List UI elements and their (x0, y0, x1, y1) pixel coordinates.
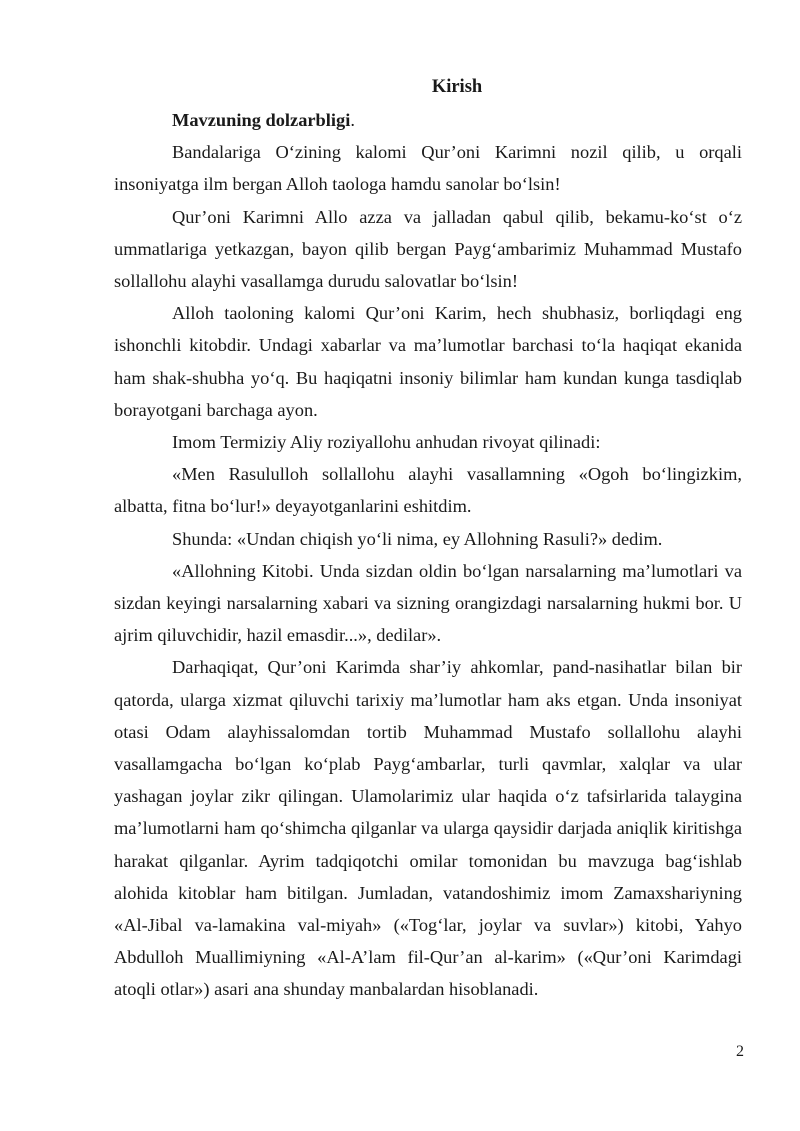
body-paragraph-8: Darhaqiqat, Qur’oni Karimda shar’iy ahkomlar, pand-nasihatlar bilan bir qatorda, ularga xizmat qiluvchi tarixiy ma’lumotlar ham aks etgan. Unda insoniyat otasi Odam alayhissalomdan tortib Muhammad Mustafo sollallohu alayhi vasallamgacha bo‘lgan ko‘plab Payg‘ambarlar, turli qavmlar, xalqlar va ular yashagan joylar zikr qilingan. Ulamolarimiz ular haqida o‘z tafsirlarida talaygina ma’lumotlarni ham qo‘shimcha qilganlar va ularga qaysidir darjada aniqlik kiritishga harakat qilganlar. Ayrim tadqiqotchi omilar tomonidan bu mavzuga bag‘ishlab alohida kitoblar ham bitilgan. Jumladan, vatandoshimiz imom Zamaxshariyning «Al-Jibal va-lamakina val-miyah» («Tog‘lar, joylar va suvlar») kitobi, Yahyo Abdulloh Muallimiyning «Al-A’lam fil-Qur’an al-karim» («Qur’oni Karimdagi atoqli otlar») asari ana shunday manbalardan hisoblanadi. (114, 657, 742, 1000)
body-paragraph-3: Alloh taoloning kalomi Qur’oni Karim, hech shubhasiz, borliqdagi eng ishonchli kitobdir. Undagi xabarlar va ma’lumotlar barchasi to‘la haqiqat ekanida ham shak-shubha yo‘q. Bu haqiqatni insoniy bilimlar ham kundan kunga tasdiqlab borayotgani barchaga ayon. (114, 303, 742, 420)
body-paragraph-7: «Allohning Kitobi. Unda sizdan oldin bo‘lgan narsalarning ma’lumotlari va sizdan keyingi narsalarning xabari va sizning orangizdagi narsalarning hukmi bor. U ajrim qiluvchidir, hazil emasdir...», dedilar». (114, 560, 742, 646)
body-paragraph-6: Shunda: «Undan chiqish yo‘li nima, ey Allohning Rasuli?» dedim. (172, 528, 663, 549)
subtitle-paragraph (114, 104, 742, 136)
section-title: Kirish (431, 77, 483, 97)
body-paragraph-4: Imom Termiziy Aliy roziyallohu anhudan rivoyat qilinadi: (172, 432, 601, 453)
section-subtitle: Mavzuning dolzarbligi (172, 110, 351, 130)
document-page (114, 74, 742, 1006)
subtitle-suffix: . (350, 110, 355, 130)
body-paragraph-1: Bandalariga O‘zining kalomi Qur’oni Karimni nozil qilib, u orqali insoniyatga ilm bergan Alloh taologa hamdu sanolar bo‘lsin! (114, 142, 742, 195)
body-paragraph-2: Qur’oni Karimni Allo azza va jalladan qabul qilib, bekamu-ko‘st o‘z ummatlariga yetkazgan, bayon qilib bergan Payg‘ambarimiz Muhammad Mustafo sollallohu alayhi vasallamga durudu salovatlar bo‘lsin! (114, 206, 742, 292)
body-paragraph-5: «Men Rasululloh sollallohu alayhi vasallamning «Ogoh bo‘lingizkim, albatta, fitna bo‘lur!» deyayotganlarini eshitdim. (114, 464, 742, 517)
page-number: 2 (736, 1043, 744, 1060)
